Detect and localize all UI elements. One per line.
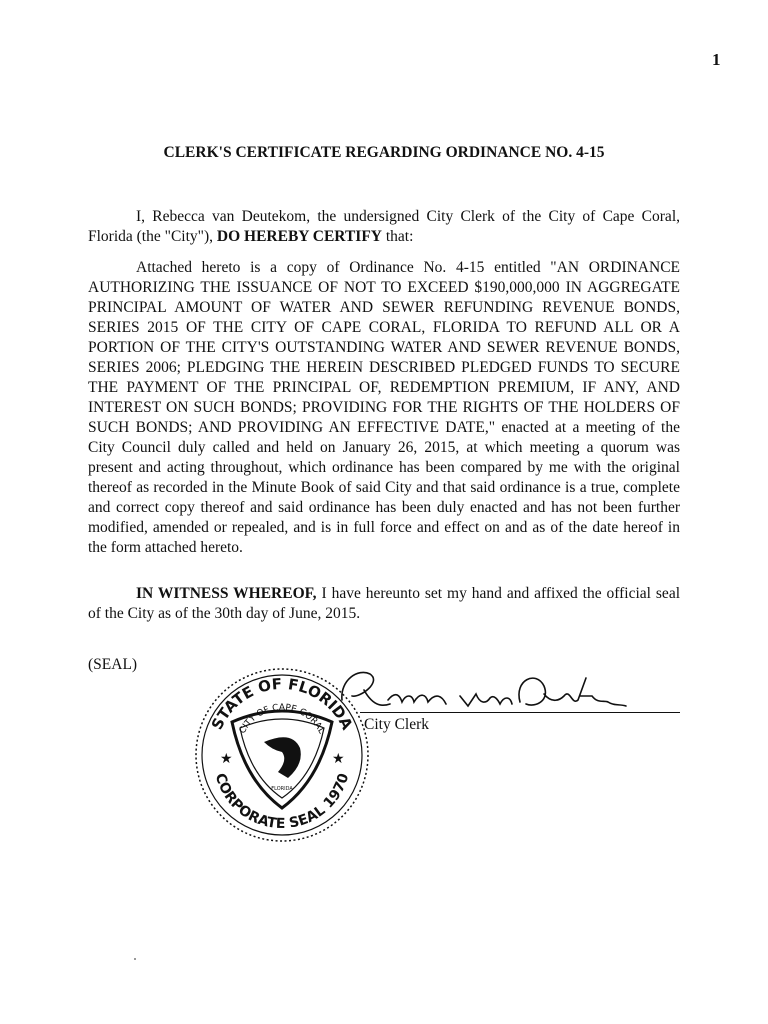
svg-text:★: ★	[220, 751, 233, 767]
certification-paragraph	[88, 207, 680, 247]
seal-text-inner: CITY OF CAPE CORAL	[237, 702, 327, 736]
svg-text:★: ★	[332, 751, 345, 767]
certification-text: I, Rebecca van Deutekom, the undersigned City Clerk of the City of Cape Coral, Florida (the "City"),	[88, 208, 680, 245]
ordinance-text: Attached hereto is a copy of Ordinance No. 4-15 entitled "AN ORDINANCE AUTHORIZING THE ISSUANCE OF NOT TO EXCEED $190,000,000 IN AGGREGATE PRINCIPAL AMOUNT OF WATER AND SEWER REFUNDING REVENUE BONDS, SERIES 2015 OF THE CITY OF CAPE CORAL, FLORIDA TO REFUND ALL OR A PORTION OF THE CITY'S OUTSTANDING WATER AND SEWER REVENUE BONDS, SERIES 2006; PLEDGING THE HEREIN DESCRIBED PLEDGED FUNDS TO SECURE THE PAYMENT OF THE PRINCIPAL OF, REDEMPTION PREMIUM, IF ANY, AND INTEREST ON SUCH BONDS; PROVIDING FOR THE RIGHTS OF THE HOLDERS OF SUCH BONDS; AND PROVIDING AN EFFECTIVE DATE," enacted at a meeting of the City Council duly called and held on January 26, 2015, at which meeting a quorum was present and acting throughout, which ordinance has been compared by me with the original thereof as recorded in the Minute Book of said City and that said ordinance is a true, complete and correct copy thereof and said ordinance has been duly enacted and has not been further modified, amended or repealed, and is in full force and effect on and as of the date hereof in the form attached hereto.	[88, 259, 680, 556]
clerk-signature	[330, 660, 630, 720]
document-title: CLERK'S CERTIFICATE REGARDING ORDINANCE NO. 4-15	[163, 144, 605, 161]
signature-line	[360, 712, 680, 713]
witness-emphasis: IN WITNESS WHEREOF,	[136, 585, 317, 602]
signer-title: City Clerk	[364, 716, 430, 733]
witness-text: I have hereunto set my hand and affixed the official seal of the City as of the 30th day of June, 2015.	[88, 585, 680, 622]
certify-emphasis: DO HEREBY CERTIFY	[216, 228, 382, 245]
ordinance-paragraph	[88, 258, 680, 558]
svg-text:CORPORATE SEAL 1970	[212, 771, 353, 832]
stray-mark	[134, 958, 136, 960]
seal-text-center: FLORIDA	[271, 786, 293, 792]
page-number: 1	[712, 50, 721, 69]
seal-text-top: STATE OF FLORIDA	[207, 674, 357, 733]
seal-text-bottom: CORPORATE SEAL 1970	[211, 771, 353, 833]
certification-tail: that:	[385, 228, 414, 245]
witness-paragraph	[88, 584, 680, 624]
seal-label: (SEAL)	[88, 656, 138, 673]
